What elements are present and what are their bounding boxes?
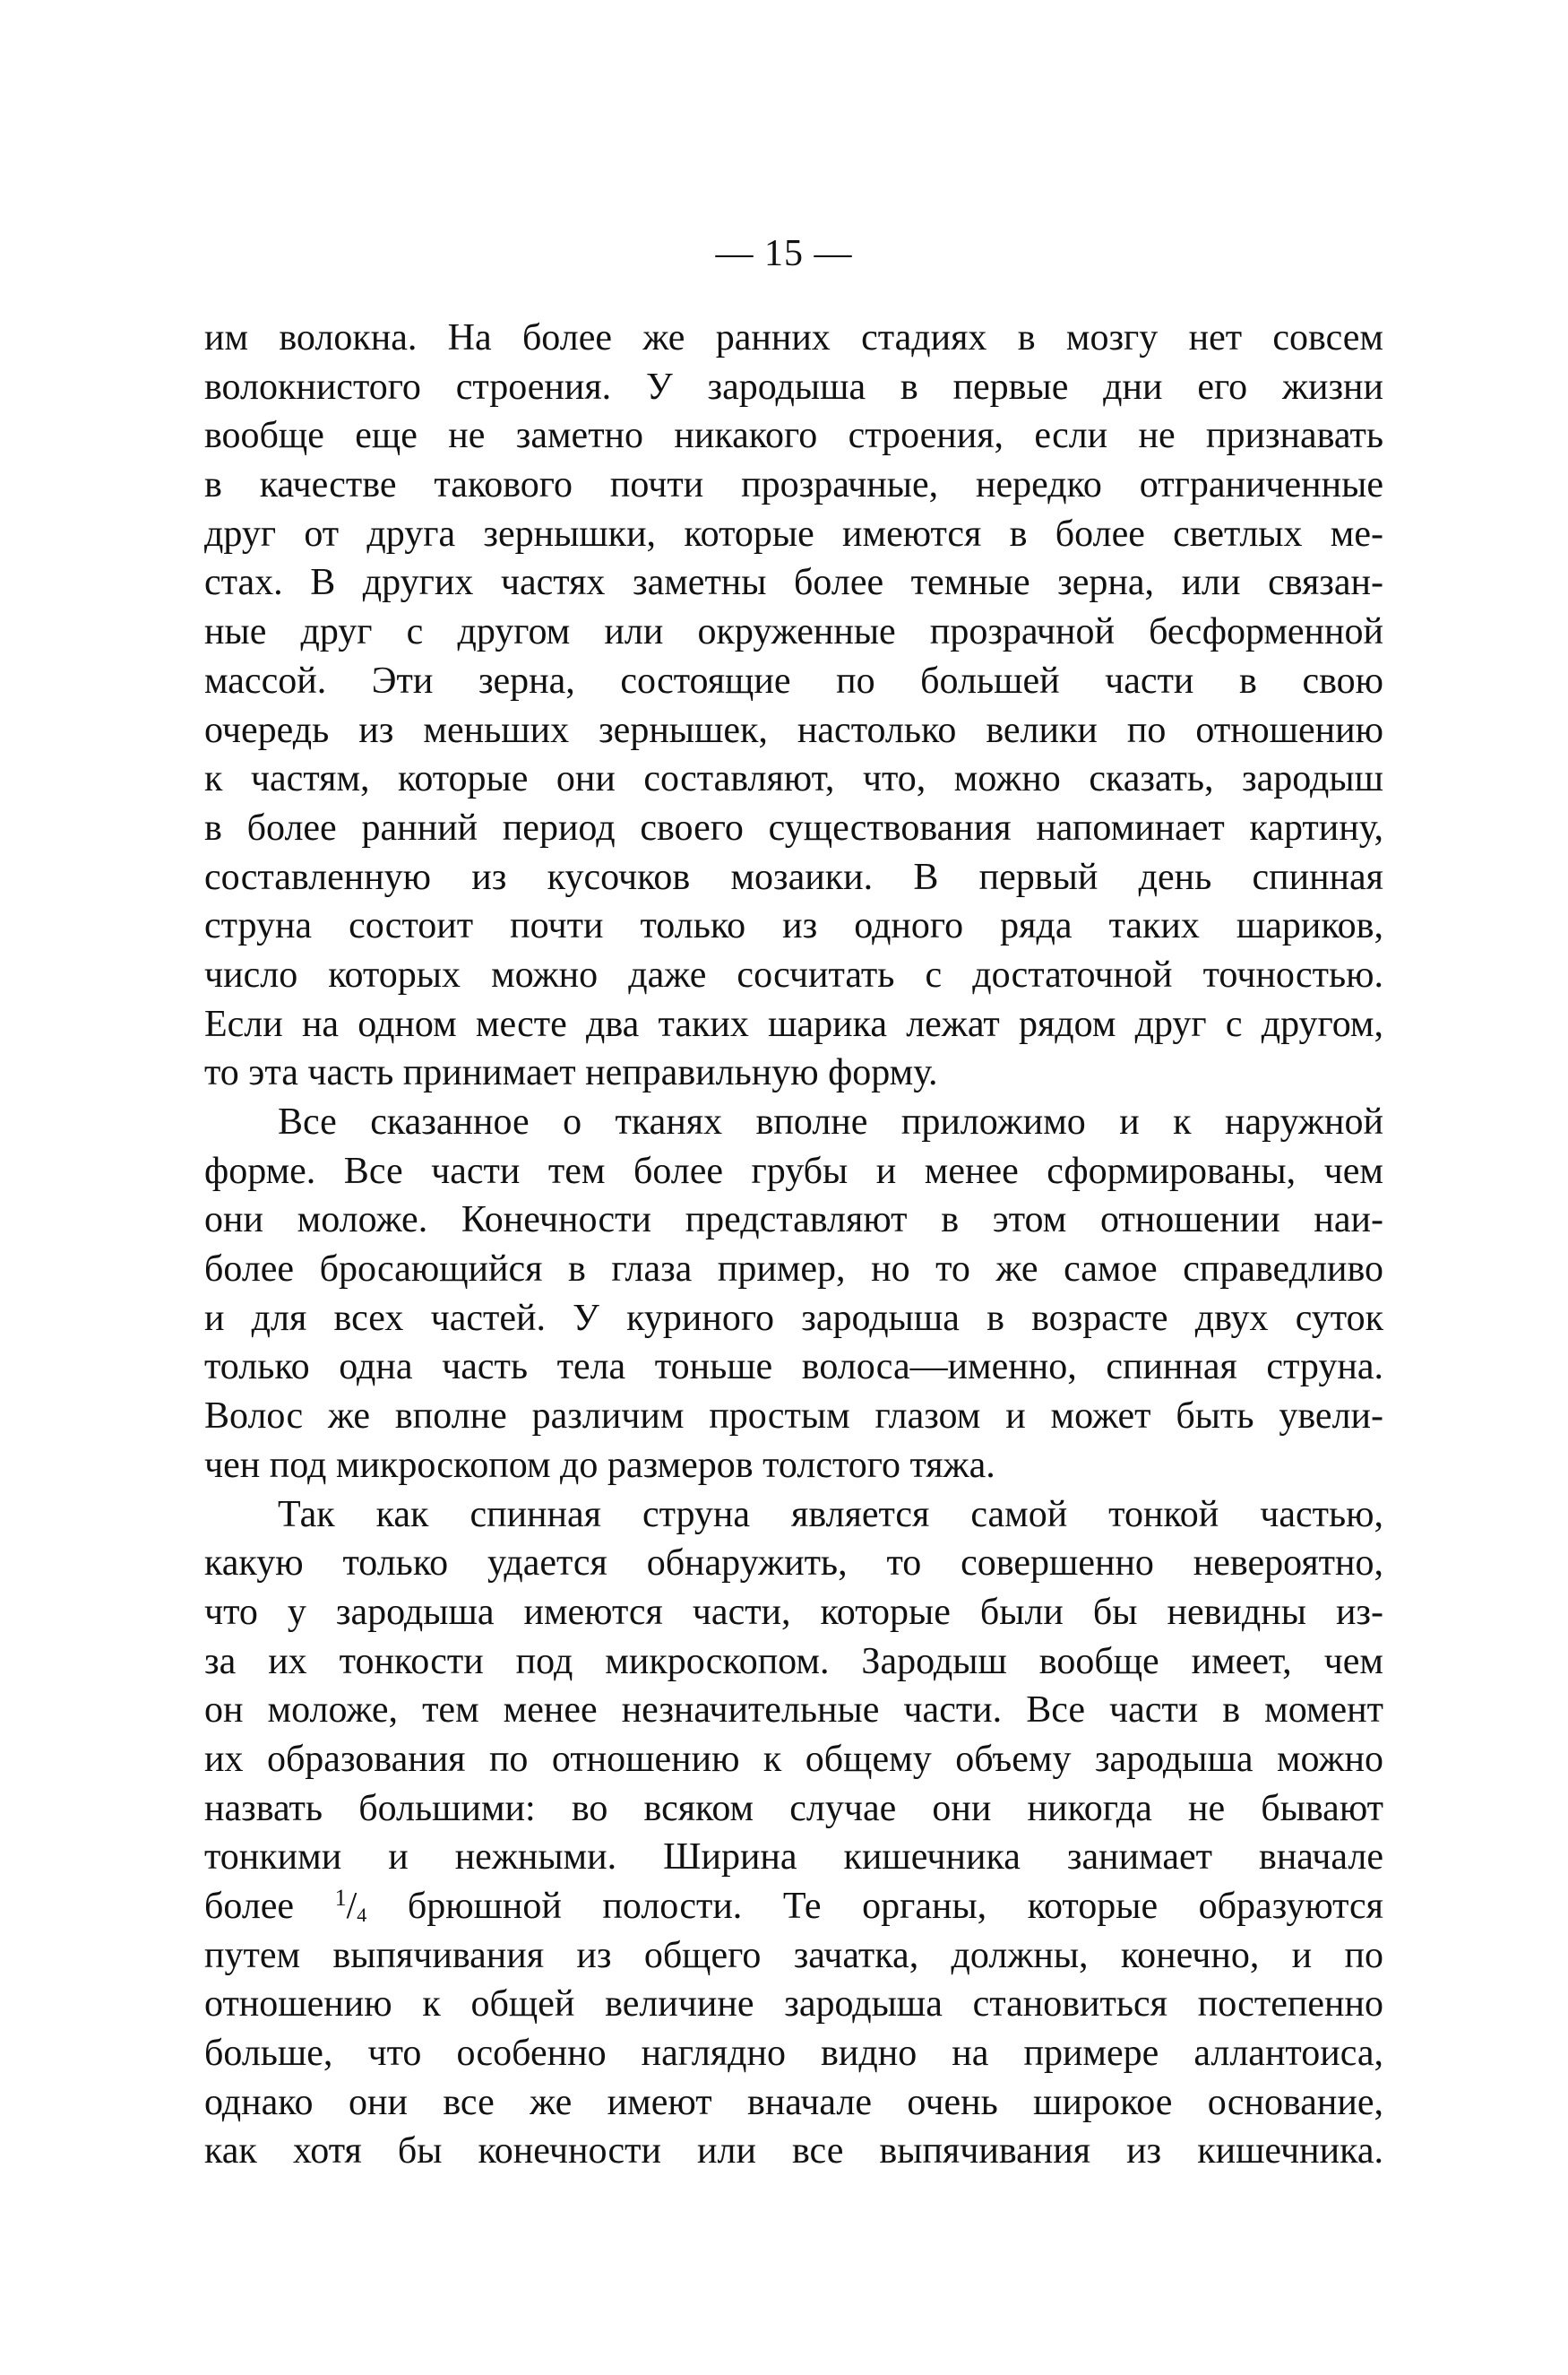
text-line: что у зародыша имеются части, которые были бы невидны из- bbox=[204, 1591, 1383, 1633]
text-line: в более ранний период своего существования напоминает картину, bbox=[204, 807, 1383, 849]
fraction-before-text: более bbox=[204, 1886, 335, 1927]
fraction-after-text: брюшной полости. Те органы, которые образуются bbox=[366, 1886, 1384, 1927]
text-line: к частям, которые они составляют, что, можно сказать, зародыш bbox=[204, 758, 1383, 800]
text-line: им волокна. На более же ранних стадиях в мозгу нет совсем bbox=[204, 317, 1383, 358]
text-line: волокнистого строения. У зародыша в первые дни его жизни bbox=[204, 366, 1383, 408]
text-line: тонкими и нежными. Ширина кишечника занимает вначале bbox=[204, 1836, 1383, 1878]
text-line: отношению к общей величине зародыша становиться постепенно bbox=[204, 1983, 1383, 2025]
text-line: число которых можно даже сосчитать с достаточной точностью. bbox=[204, 954, 1383, 996]
text-line: струна состоит почти только из одного ряда таких шариков, bbox=[204, 905, 1383, 947]
text-line: только одна часть тела тоньше волоса—именно, спинная струна. bbox=[204, 1346, 1383, 1388]
page-number: — 15 — bbox=[715, 233, 853, 274]
text-line: чен под микроскопом до размеров толстого тяжа. bbox=[204, 1444, 995, 1486]
text-line: ные друг с другом или окруженные прозрачной бесформенной bbox=[204, 611, 1383, 653]
text-line: Если на одном месте два таких шарика лежат рядом друг с другом, bbox=[204, 1003, 1383, 1045]
text-line: очередь из меньших зернышек, настолько велики по отношению bbox=[204, 709, 1383, 751]
text-line: Все сказанное о тканях вполне приложимо и к наружной bbox=[278, 1101, 1383, 1143]
text-line: однако они все же имеют вначале очень широкое основание, bbox=[204, 2081, 1383, 2123]
text-line: массой. Эти зерна, состоящие по большей части в свою bbox=[204, 660, 1383, 702]
text-line: как хотя бы конечности или все выпячивания из кишечника. bbox=[204, 2130, 1383, 2172]
text-line: Так как спинная струна является самой тонкой частью, bbox=[278, 1493, 1383, 1535]
text-line: вообще еще не заметно никакого строения, если не признавать bbox=[204, 415, 1383, 457]
text-line: и для всех частей. У куриного зародыша в возрасте двух суток bbox=[204, 1297, 1383, 1339]
text-line: то эта часть принимает неправильную форму. bbox=[204, 1052, 938, 1094]
text-line: какую только удается обнаружить, то совершенно невероятно, bbox=[204, 1542, 1383, 1585]
text-line: в качестве такового почти прозрачные, нередко отграниченные bbox=[204, 464, 1383, 506]
fraction-numerator: 1 bbox=[334, 1885, 347, 1911]
text-line: назвать большими: во всяком случае они никогда не бывают bbox=[204, 1787, 1383, 1829]
text-line: стах. В других частях заметны более темные зерна, или связан- bbox=[204, 562, 1383, 604]
text-line: путем выпячивания из общего зачатка, должны, конечно, и по bbox=[204, 1934, 1383, 1976]
text-line: друг от друга зернышки, которые имеются в более светлых ме- bbox=[204, 513, 1383, 555]
text-line: больше, что особенно наглядно видно на примере аллантоиса, bbox=[204, 2033, 1383, 2075]
fraction-slash: / bbox=[346, 1886, 358, 1927]
text-line: составленную из кусочков мозаики. В первый день спинная bbox=[204, 856, 1383, 898]
text-line: форме. Все части тем более грубы и менее сформированы, чем bbox=[204, 1150, 1383, 1192]
text-line: Волос же вполне различим простым глазом и может быть увели- bbox=[204, 1395, 1383, 1438]
paragraph-2 bbox=[204, 1098, 1383, 1490]
body-text bbox=[204, 314, 1383, 2176]
paragraph-1 bbox=[204, 314, 1383, 1098]
paragraph-3 bbox=[204, 1490, 1383, 2177]
text-line: за их тонкости под микроскопом. Зародыш вообще имеет, чем bbox=[204, 1640, 1383, 1682]
text-line: более бросающийся в глаза пример, но то же самое справедливо bbox=[204, 1248, 1383, 1291]
fraction-denominator: 4 bbox=[357, 1904, 367, 1926]
text-line: они моложе. Конечности представляют в этом отношении наи- bbox=[204, 1199, 1383, 1241]
text-line-with-fraction bbox=[204, 1882, 1383, 1931]
text-line: их образования по отношению к общему объему зародыша можно bbox=[204, 1738, 1383, 1780]
text-line: он моложе, тем менее незначительные части. Все части в момент bbox=[204, 1689, 1383, 1732]
